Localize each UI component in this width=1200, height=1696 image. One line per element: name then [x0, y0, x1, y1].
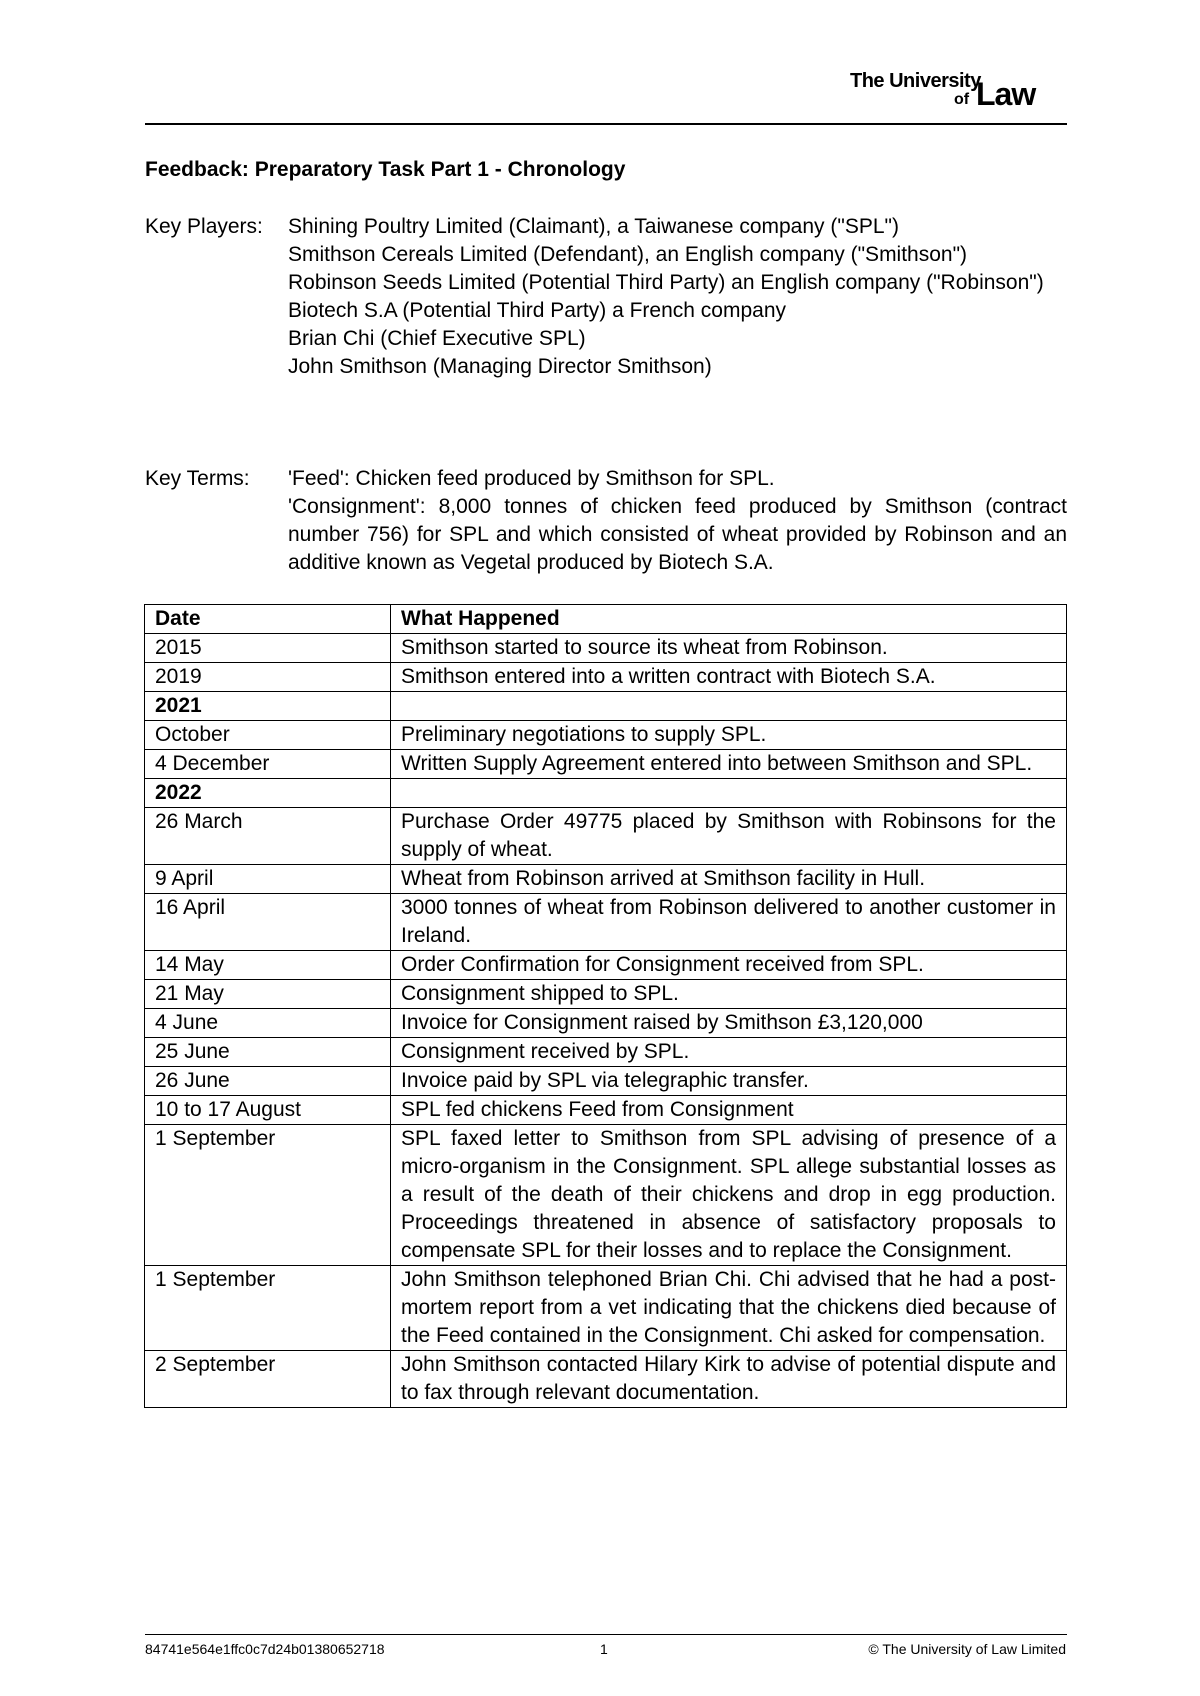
event-cell: SPL fed chickens Feed from Consignment	[391, 1096, 1067, 1125]
date-cell: 2015	[145, 634, 391, 663]
event-cell: SPL faxed letter to Smithson from SPL advising of presence of a micro-organism in the Consignment. SPL allege substantial losses as a result of the death of their chickens and drop in egg production. Proceedings threatened in absence of satisfactory proposals to compensate SPL for their losses and to replace the Consignment.	[391, 1125, 1067, 1266]
key-players-list	[288, 213, 1067, 381]
key-terms-list	[288, 465, 1067, 577]
key-term-item: 'Feed': Chicken feed produced by Smithson for SPL.	[288, 467, 775, 490]
key-player-item: Robinson Seeds Limited (Potential Third Party) an English company ("Robinson")	[288, 271, 1044, 294]
date-cell: 2 September	[145, 1351, 391, 1408]
table-row	[145, 692, 1067, 721]
table-row	[145, 721, 1067, 750]
logo-text-line1: The University	[850, 70, 981, 92]
footer-copyright: © The University of Law Limited	[868, 1641, 1066, 1657]
date-cell: 10 to 17 August	[145, 1096, 391, 1125]
table-row	[145, 779, 1067, 808]
key-players-label: Key Players:	[145, 215, 263, 238]
key-terms-label: Key Terms:	[145, 467, 250, 490]
footer-rule	[145, 1634, 1067, 1635]
table-row	[145, 1096, 1067, 1125]
table-row	[145, 980, 1067, 1009]
table-row	[145, 865, 1067, 894]
event-cell: John Smithson contacted Hilary Kirk to advise of potential dispute and to fax through relevant documentation.	[391, 1351, 1067, 1408]
key-player-item: Shining Poultry Limited (Claimant), a Taiwanese company ("SPL")	[288, 215, 899, 238]
table-row	[145, 1351, 1067, 1408]
key-terms-section	[145, 465, 1067, 577]
date-cell: 2022	[145, 779, 391, 808]
date-cell: 26 June	[145, 1067, 391, 1096]
key-player-item: Biotech S.A (Potential Third Party) a French company	[288, 299, 787, 322]
table-header-row	[145, 605, 1067, 634]
event-cell: Invoice for Consignment raised by Smithson £3,120,000	[391, 1009, 1067, 1038]
event-cell: Written Supply Agreement entered into between Smithson and SPL.	[391, 750, 1067, 779]
date-cell: 21 May	[145, 980, 391, 1009]
event-cell: Preliminary negotiations to supply SPL.	[391, 721, 1067, 750]
key-players-section	[145, 213, 1067, 381]
table-row	[145, 1009, 1067, 1038]
table-row	[145, 750, 1067, 779]
event-cell: Smithson started to source its wheat from Robinson.	[391, 634, 1067, 663]
date-cell: 26 March	[145, 808, 391, 865]
event-cell	[391, 779, 1067, 808]
event-cell	[391, 692, 1067, 721]
logo-text-line3: Law	[976, 76, 1036, 112]
event-cell: Invoice paid by SPL via telegraphic transfer.	[391, 1067, 1067, 1096]
date-cell: 1 September	[145, 1125, 391, 1266]
event-cell: Smithson entered into a written contract with Biotech S.A.	[391, 663, 1067, 692]
date-cell: 25 June	[145, 1038, 391, 1067]
date-cell: 9 April	[145, 865, 391, 894]
table-row	[145, 808, 1067, 865]
footer-page-number: 1	[600, 1641, 608, 1657]
event-cell: Consignment shipped to SPL.	[391, 980, 1067, 1009]
date-cell: 2019	[145, 663, 391, 692]
key-player-item: Smithson Cereals Limited (Defendant), an English company ("Smithson")	[288, 243, 968, 266]
logo-text-line2: of	[954, 91, 970, 108]
event-cell: John Smithson telephoned Brian Chi. Chi advised that he had a post-mortem report from a vet indicating that the chickens died because of the Feed contained in the Consignment. Chi asked for compensation.	[391, 1266, 1067, 1351]
event-cell: 3000 tonnes of wheat from Robinson delivered to another customer in Ireland.	[391, 894, 1067, 951]
table-row	[145, 663, 1067, 692]
page-title: Feedback: Preparatory Task Part 1 - Chronology	[145, 158, 626, 181]
header-rule	[145, 123, 1067, 125]
table-row	[145, 634, 1067, 663]
event-cell: Order Confirmation for Consignment received from SPL.	[391, 951, 1067, 980]
key-player-item: Brian Chi (Chief Executive SPL)	[288, 327, 586, 350]
table-row	[145, 951, 1067, 980]
key-player-item: John Smithson (Managing Director Smithson)	[288, 355, 712, 378]
table-row	[145, 1067, 1067, 1096]
date-cell: 14 May	[145, 951, 391, 980]
date-cell: 2021	[145, 692, 391, 721]
key-term-item: 'Consignment': 8,000 tonnes of chicken feed produced by Smithson (contract number 756) for SPL and which consisted of wheat provided by Robinson and an additive known as Vegetal produced by Biotech S.A.	[288, 495, 1067, 574]
footer-document-id: 84741e564e1ffc0c7d24b01380652718	[145, 1641, 385, 1657]
column-header-date: Date	[145, 605, 391, 634]
event-cell: Consignment received by SPL.	[391, 1038, 1067, 1067]
university-logo	[850, 70, 1060, 112]
table-row	[145, 1266, 1067, 1351]
chronology-table	[144, 604, 1067, 1408]
date-cell: 1 September	[145, 1266, 391, 1351]
event-cell: Wheat from Robinson arrived at Smithson facility in Hull.	[391, 865, 1067, 894]
date-cell: 4 June	[145, 1009, 391, 1038]
date-cell: 16 April	[145, 894, 391, 951]
table-row	[145, 1125, 1067, 1266]
date-cell: October	[145, 721, 391, 750]
event-cell: Purchase Order 49775 placed by Smithson with Robinsons for the supply of wheat.	[391, 808, 1067, 865]
column-header-what-happened: What Happened	[391, 605, 1067, 634]
table-row	[145, 894, 1067, 951]
date-cell: 4 December	[145, 750, 391, 779]
table-row	[145, 1038, 1067, 1067]
